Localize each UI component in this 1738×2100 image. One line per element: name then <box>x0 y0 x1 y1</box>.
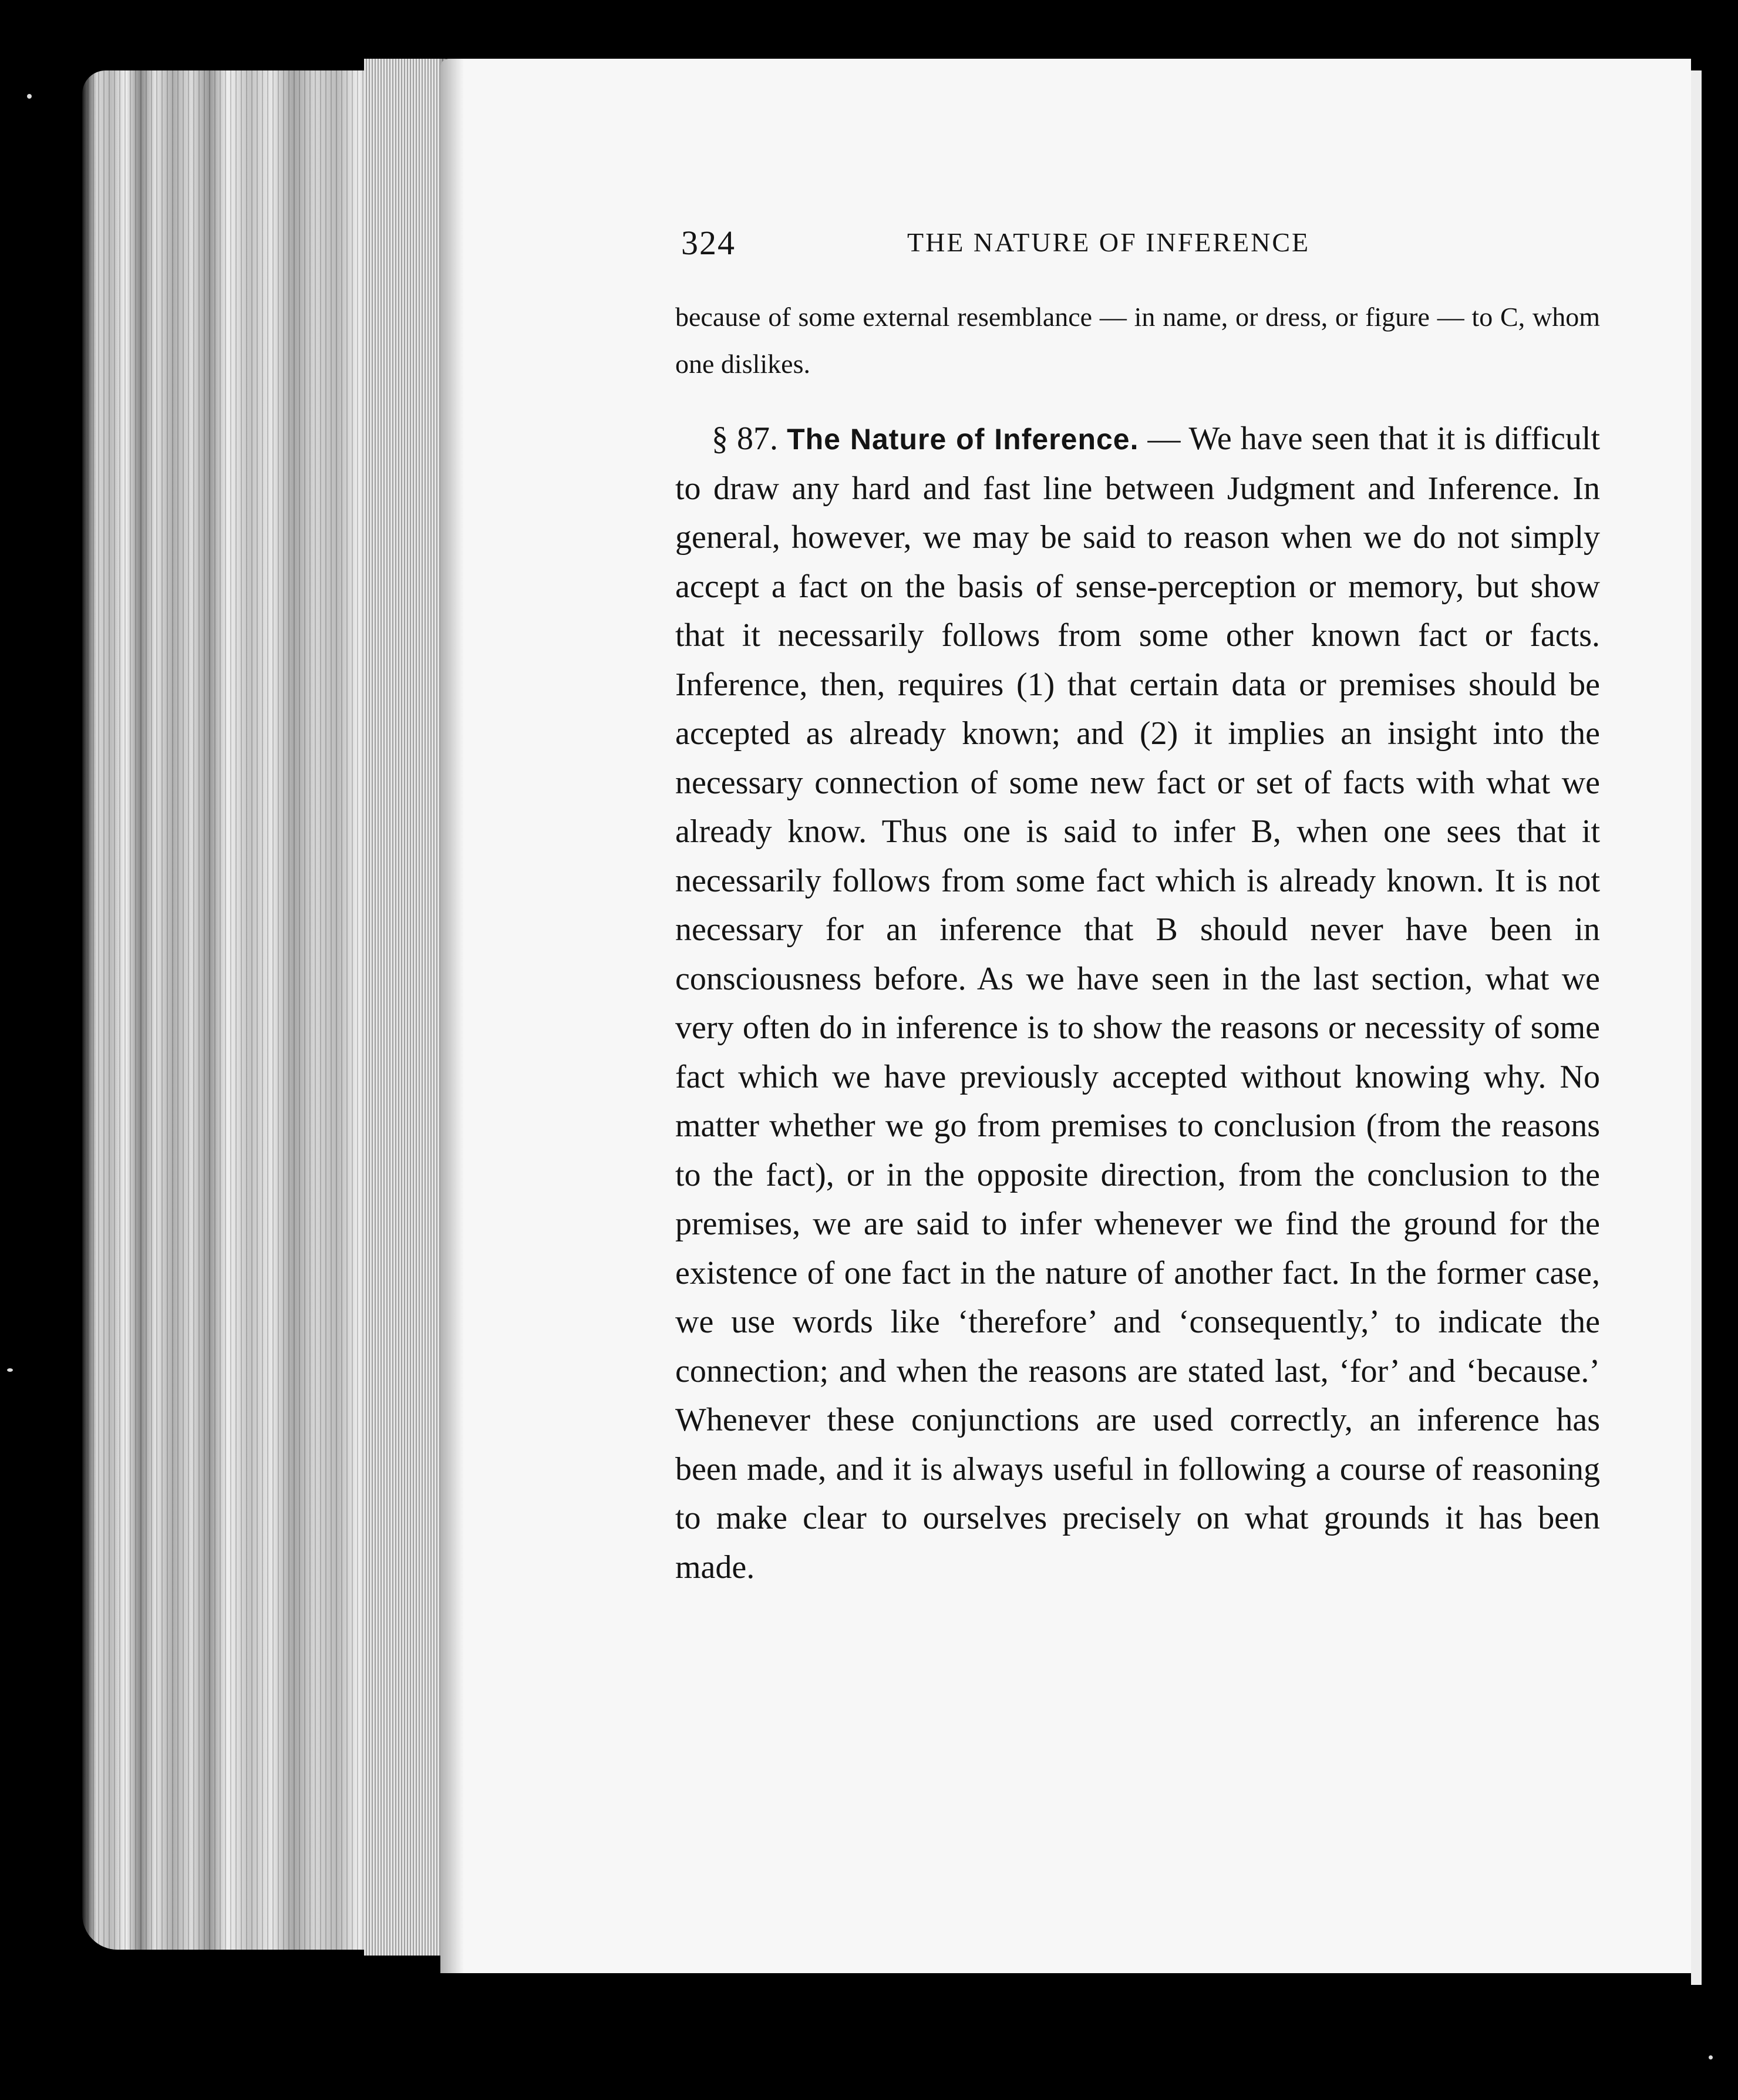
carry-over-paragraph: because of some external resemblance — in name, or dress, or figure — to C, whom one dislikes. <box>675 302 1600 379</box>
running-head <box>675 223 1600 276</box>
page-number: 324 <box>681 224 736 262</box>
section-title: The Nature of Inference. <box>787 423 1139 456</box>
facing-page-edge <box>1691 70 1702 1985</box>
dust-speck <box>1709 2055 1713 2059</box>
gutter-shadow <box>440 59 464 1973</box>
dust-speck <box>7 1368 13 1372</box>
running-head-title: THE NATURE OF INFERENCE <box>907 227 1311 257</box>
section-number: § 87. <box>712 420 787 457</box>
page-edges <box>364 59 446 1956</box>
section-paragraph <box>675 415 1600 1592</box>
dust-speck <box>27 94 32 99</box>
page-text <box>675 223 1600 1625</box>
section-body: — We have seen that it is difficult to draw any hard and fast line between Judgment and Inference. In general, however, we may be said to reason when we do not simply accept a fact on the basis of sense-perception or memory, but show that it necessarily follows from some other known fact or facts. Inference, then, requires (1) that certain data or premises should be accepted as already known; and (2) it implies an insight into the necessary connection of some new fact or set of facts with what we already know. Thus one is said to infer B, when one sees that it necessarily follows from some fact which is already known. It is not necessary for an inference that B should never have been in consciousness before. As we have seen in the last section, what we very often do in inference is to show the reasons or necessity of some fact which we have previously accepted without knowing why. No matter whether we go from premises to conclusion (from the reasons to the fact), or in the opposite direction, from the conclusion to the premises, we are said to infer whenever we find the ground for the existence of one fact in the nature of another fact. In the former case, we use words like ‘therefore’ and ‘consequently,’ to indicate the connection; and when the reasons are stated last, ‘for’ and ‘because.’ Whenever these conjunctions are used correctly, an inference has been made, and it is always useful in following a course of reasoning to make clear to ourselves precisely on what grounds it has been made. <box>675 420 1600 1586</box>
